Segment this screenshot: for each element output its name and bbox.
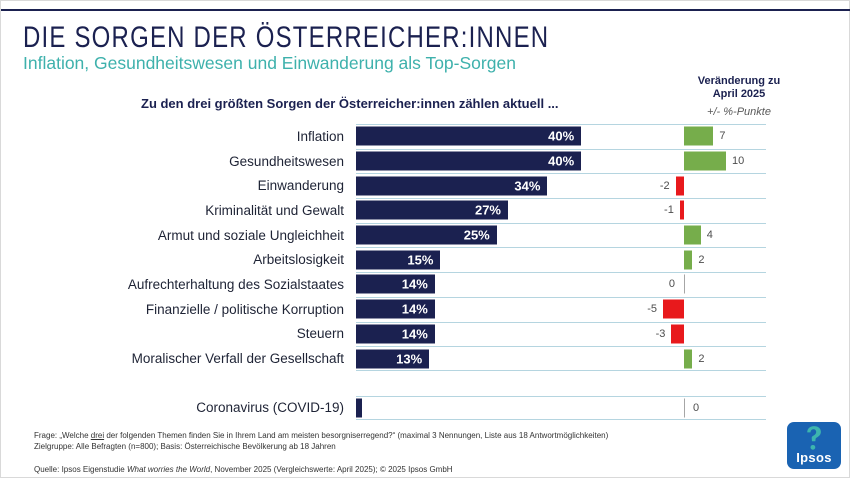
change-bar-positive (684, 152, 726, 171)
category-label: Steuern (296, 326, 344, 342)
category-label: Einwanderung (257, 178, 344, 194)
page-title: DIE SORGEN DER ÖSTERREICHER:INNEN (23, 21, 550, 54)
category-label: Coronavirus (COVID-19) (196, 400, 344, 416)
footer-question-note: Frage: „Welche drei der folgenden Themen finden Sie in Ihrem Land am meisten besorgniserregend?“ (maximal 3 Nennungen, Liste aus 18 Antwortmöglichkeiten) (34, 431, 609, 440)
top-rule (1, 9, 850, 11)
change-bar-positive (684, 226, 701, 245)
ipsos-logo-text: Ipsos (796, 450, 832, 465)
row-track (356, 149, 766, 174)
row-track (356, 198, 766, 223)
chart-row (1, 173, 766, 198)
change-bar-negative (671, 324, 684, 343)
change-column-header (669, 75, 809, 118)
change-value: -3 (655, 327, 666, 340)
footer-target-note: Zielgruppe: Alle Befragten (n=800); Basis: Österreichische Bevölkerung ab 18 Jahren (34, 441, 336, 451)
chart-row (1, 396, 766, 421)
footer (34, 431, 608, 476)
change-value: 4 (706, 229, 713, 242)
change-column-title (669, 75, 809, 101)
category-label: Kriminalität und Gewalt (205, 202, 344, 218)
change-title-line2: April 2025 (712, 88, 766, 100)
change-bar-negative (680, 201, 684, 220)
change-bar-negative (663, 300, 684, 319)
ipsos-logo-glyph (803, 425, 825, 451)
value-bar (356, 152, 581, 171)
value-bar (356, 201, 508, 220)
change-bar-positive (684, 250, 692, 269)
change-column-unit: +/- %-Punkte (707, 106, 771, 118)
row-track (356, 322, 766, 347)
chart-row (1, 149, 766, 174)
row-track (356, 173, 766, 198)
value-bar (356, 250, 440, 269)
change-value: 0 (693, 401, 700, 414)
row-track (356, 297, 766, 322)
change-value: 0 (668, 278, 675, 291)
change-bar-positive (684, 127, 713, 146)
change-value: 2 (698, 352, 705, 365)
value-label: 14% (401, 326, 428, 342)
chart-question: Zu den drei größten Sorgen der Österreicher:innen zählen aktuell ... (141, 96, 559, 111)
row-track (356, 247, 766, 272)
value-label: 13% (396, 351, 423, 367)
chart-row (1, 124, 766, 149)
change-value: 2 (698, 253, 705, 266)
category-label: Arbeitslosigkeit (253, 252, 344, 268)
category-label: Inflation (296, 128, 344, 144)
footer-source-note: Quelle: Ipsos Eigenstudie What worries the World, November 2025 (Vergleichswerte: April 2025); © 2025 Ipsos GmbH (34, 465, 453, 474)
change-title-line1: Veränderung zu (697, 75, 781, 87)
value-label: 40% (548, 153, 575, 169)
change-value: -5 (647, 303, 657, 316)
value-bar (356, 127, 581, 146)
row-track (356, 124, 766, 149)
change-value: -2 (659, 179, 670, 192)
value-bar (356, 300, 435, 319)
category-label: Moralischer Verfall der Gesellschaft (131, 351, 344, 367)
chart-row (1, 198, 766, 223)
value-label: 14% (401, 276, 428, 292)
value-label: 27% (474, 202, 501, 218)
change-value: 10 (732, 155, 745, 168)
chart-row (1, 247, 766, 272)
change-value: -1 (664, 204, 674, 217)
value-bar (356, 176, 547, 195)
value-bar (356, 398, 362, 417)
value-label: 15% (407, 252, 434, 268)
value-label: 14% (401, 301, 428, 317)
ipsos-logo (787, 422, 841, 469)
value-label: 40% (548, 128, 575, 144)
chart-row (1, 297, 766, 322)
category-label: Aufrechterhaltung des Sozialstaates (127, 276, 344, 292)
row-track (356, 223, 766, 248)
change-zero-line (684, 398, 685, 417)
change-zero-line (684, 275, 685, 294)
value-bar (356, 275, 435, 294)
row-track (356, 346, 766, 371)
chart-row (1, 346, 766, 371)
bar-chart (1, 124, 766, 420)
change-bar-negative (676, 176, 684, 195)
value-bar (356, 226, 497, 245)
chart-row (1, 272, 766, 297)
row-track (356, 396, 766, 421)
row-track (356, 272, 766, 297)
change-bar-positive (684, 349, 692, 368)
value-label: 34% (514, 178, 541, 194)
category-label: Gesundheitswesen (229, 153, 344, 169)
category-label: Armut und soziale Ungleichheit (157, 227, 344, 243)
page-subtitle: Inflation, Gesundheitswesen und Einwanderung als Top-Sorgen (23, 53, 516, 73)
value-bar (356, 324, 435, 343)
category-label: Finanzielle / politische Korruption (145, 301, 344, 317)
chart-row (1, 223, 766, 248)
value-bar (356, 349, 429, 368)
value-label: 25% (463, 227, 490, 243)
chart-row (1, 322, 766, 347)
change-value: 7 (719, 130, 726, 143)
